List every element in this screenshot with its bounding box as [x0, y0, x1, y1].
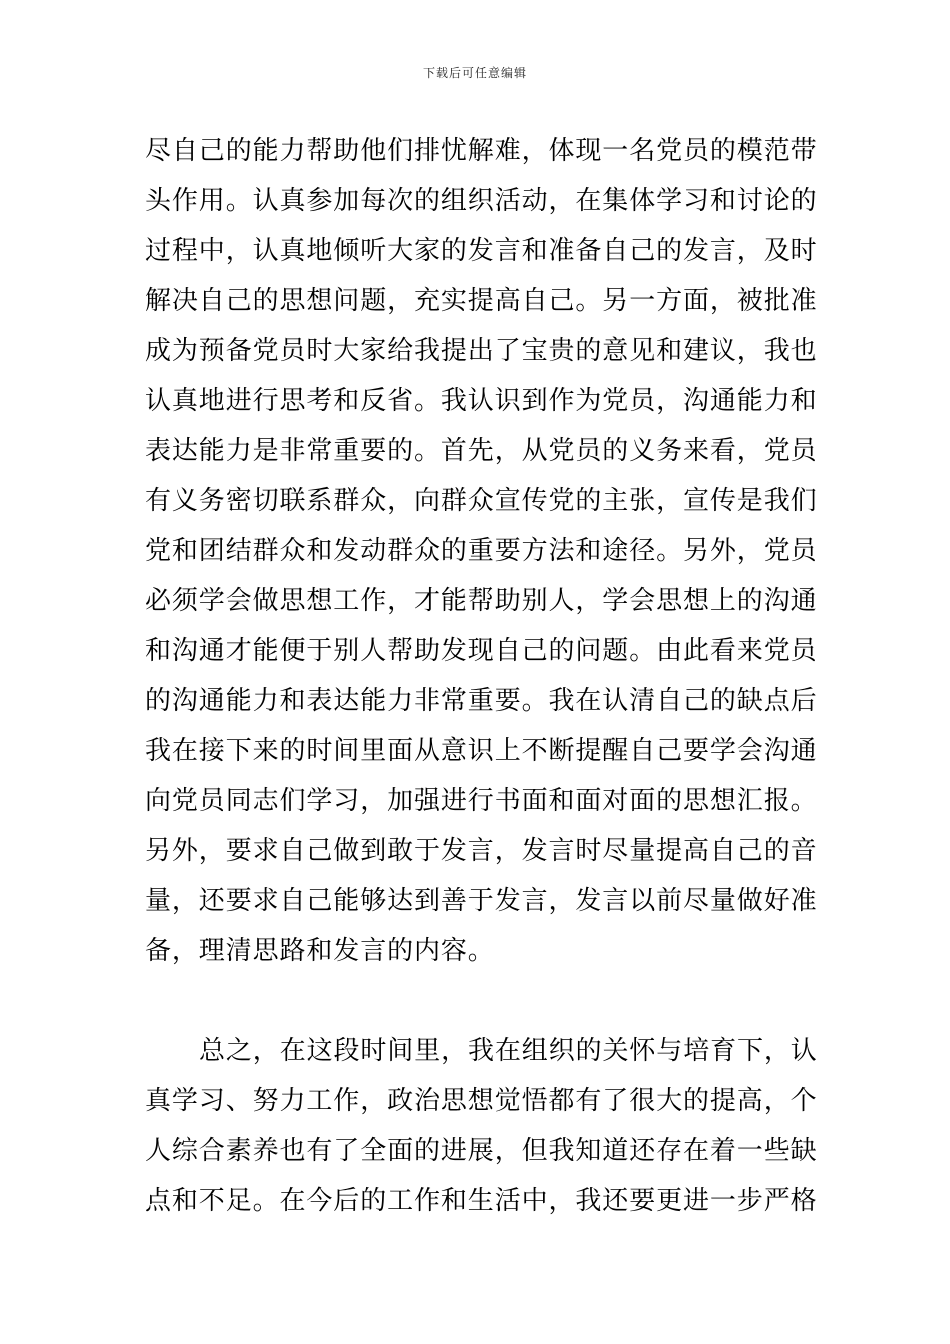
- text-line: 的沟通能力和表达能力非常重要。我在认清自己的缺点后: [145, 686, 818, 716]
- text-line: 总之，在这段时间里，我在组织的关怀与培育下，认: [199, 1036, 818, 1066]
- paragraph-1: [145, 126, 818, 976]
- text-line: 表达能力是非常重要的。首先，从党员的义务来看，党员: [145, 436, 818, 466]
- text-line: 真学习、努力工作，政治思想觉悟都有了很大的提高，个: [145, 1086, 818, 1116]
- text-line: 党和团结群众和发动群众的重要方法和途径。另外，党员: [145, 536, 818, 566]
- text-line: 成为预备党员时大家给我提出了宝贵的意见和建议，我也: [145, 336, 818, 366]
- text-line: 向党员同志们学习，加强进行书面和面对面的思想汇报。: [145, 786, 818, 816]
- paragraph-2: [145, 1026, 818, 1226]
- text-line: 另外，要求自己做到敢于发言，发言时尽量提高自己的音: [145, 836, 818, 866]
- text-line: 解决自己的思想问题，充实提高自己。另一方面，被批准: [145, 286, 818, 316]
- document-body: [145, 126, 818, 1226]
- text-line: 人综合素养也有了全面的进展，但我知道还存在着一些缺: [145, 1136, 818, 1166]
- text-line: 量，还要求自己能够达到善于发言，发言以前尽量做好准: [145, 886, 818, 916]
- paragraph-spacer: [145, 976, 807, 1026]
- text-line: 头作用。认真参加每次的组织活动，在集体学习和讨论的: [145, 186, 818, 216]
- page-header: 下载后可任意编辑: [422, 66, 527, 80]
- text-line: 和沟通才能便于别人帮助发现自己的问题。由此看来党员: [145, 636, 818, 666]
- text-line: 认真地进行思考和反省。我认识到作为党员，沟通能力和: [145, 386, 818, 416]
- text-line: 有义务密切联系群众，向群众宣传党的主张，宣传是我们: [145, 486, 818, 516]
- text-line: 过程中，认真地倾听大家的发言和准备自己的发言，及时: [145, 236, 818, 266]
- text-line: 点和不足。在今后的工作和生活中，我还要更进一步严格: [145, 1186, 818, 1216]
- text-line: 备，理清思路和发言的内容。: [145, 936, 495, 966]
- text-line: 必须学会做思想工作，才能帮助别人，学会思想上的沟通: [145, 586, 818, 616]
- text-line: 我在接下来的时间里面从意识上不断提醒自己要学会沟通: [145, 736, 818, 766]
- text-line: 尽自己的能力帮助他们排忧解难，体现一名党员的模范带: [145, 136, 818, 166]
